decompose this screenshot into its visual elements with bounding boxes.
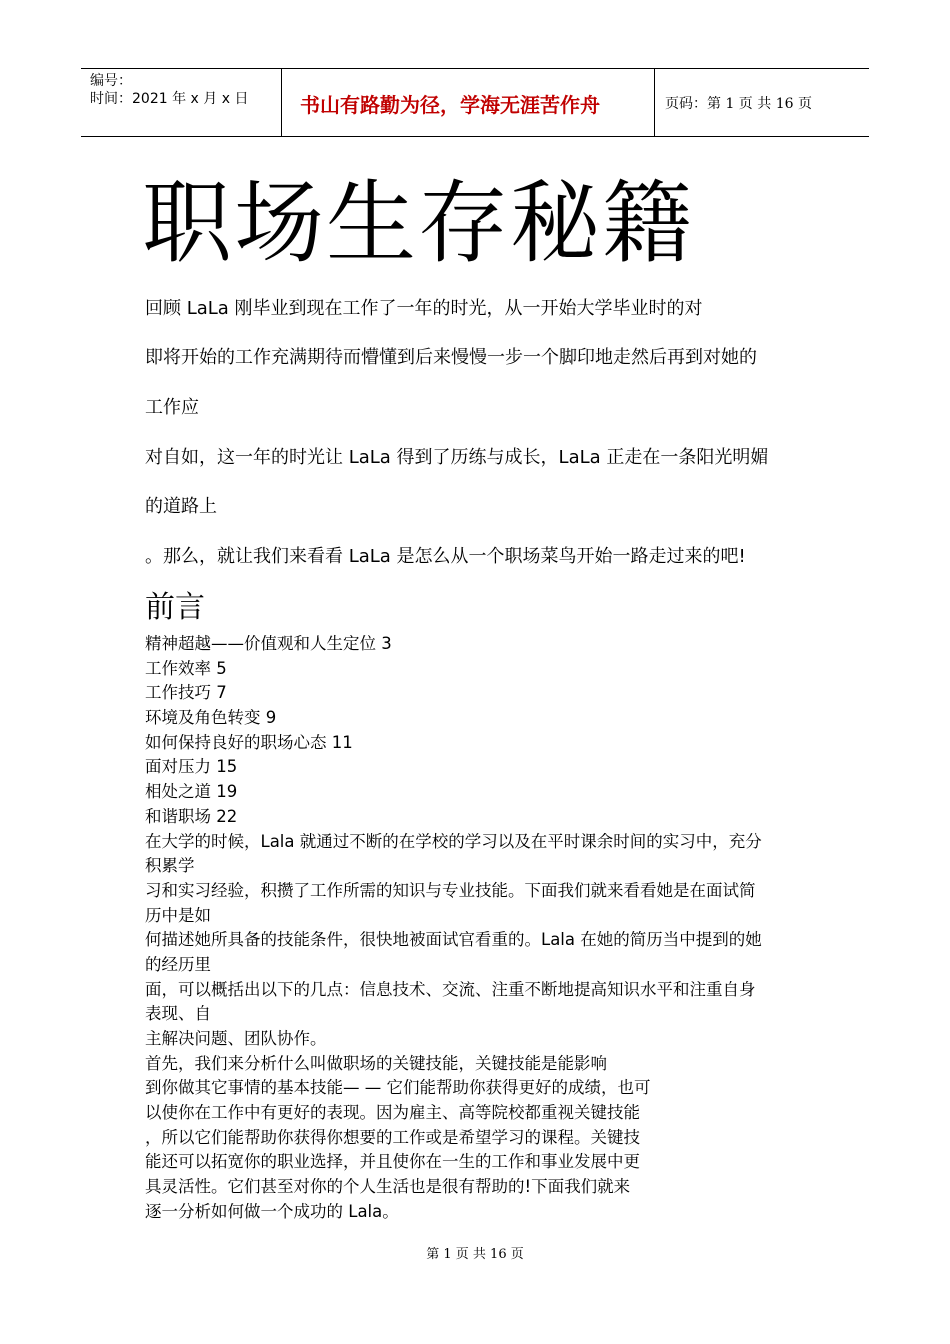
header-page-info: 页码：第 1 页 共 16 页 <box>665 96 812 112</box>
page-header <box>81 68 869 137</box>
body-line: 能还可以拓宽你的职业选择，并且使你在一生的工作和事业发展中更 <box>145 1152 640 1172</box>
body-line: 首先，我们来分析什么叫做职场的关键技能，关键技能是能影响 <box>145 1053 607 1073</box>
header-motto-cell <box>282 69 655 136</box>
page-footer: 第 1 页 共 16 页 <box>426 1247 524 1262</box>
intro-line: 即将开始的工作充满期待而懵懂到后来慢慢一步一个脚印地走然后再到对她的 <box>145 347 757 368</box>
body-line: 面，可以概括出以下的几点：信息技术、交流、注重不断地提高知识水平和注重自身 <box>145 979 756 999</box>
toc-entry: 环境及角色转变 9 <box>145 708 277 728</box>
body-line: 到你做其它事情的基本技能— — 它们能帮助你获得更好的成绩，也可 <box>145 1078 651 1098</box>
toc-entry: 和谐职场 22 <box>145 806 238 826</box>
header-motto: 书山有路勤为径，学海无涯苦作舟 <box>300 93 600 117</box>
intro-line: 回顾 LaLa 刚毕业到现在工作了一年的时光，从一开始大学毕业时的对 <box>145 298 703 319</box>
body-line: 习和实习经验，积攒了工作所需的知识与专业技能。下面我们就来看看她是在面试简 <box>145 880 756 900</box>
body-line: 在大学的时候，Lala 就通过不断的在学校的学习以及在平时课余时间的实习中，充分 <box>145 831 762 851</box>
body-line: 表现、自 <box>145 1004 211 1024</box>
toc-entry: 如何保持良好的职场心态 11 <box>145 732 353 752</box>
intro-line: 的道路上 <box>145 496 217 517</box>
toc-entry: 工作效率 5 <box>145 658 227 678</box>
toc-entry: 相处之道 19 <box>145 782 238 802</box>
document-date-label: 时间：2021 年 x 月 x 日 <box>90 91 249 107</box>
header-meta-cell <box>81 69 282 136</box>
body-line: 逐一分析如何做一个成功的 Lala。 <box>145 1201 399 1221</box>
intro-line: 工作应 <box>145 397 199 418</box>
toc-entry: 工作技巧 7 <box>145 683 227 703</box>
body-line: 具灵活性。它们甚至对你的个人生活也是很有帮助的!下面我们就来 <box>145 1177 631 1197</box>
intro-line: 对自如，这一年的时光让 LaLa 得到了历练与成长，LaLa 正走在一条阳光明媚 <box>145 447 769 468</box>
document-number-label: 编号： <box>90 73 132 89</box>
body-line: 何描述她所具备的技能条件，很快地被面试官看重的。Lala 在她的简历当中提到的她 <box>145 930 762 950</box>
body-line: 主解决问题、团队协作。 <box>145 1029 327 1048</box>
header-page-cell <box>655 69 869 136</box>
body-line: 以使你在工作中有更好的表现。因为雇主、高等院校都重视关键技能 <box>145 1103 640 1123</box>
body-line: 积累学 <box>145 856 195 876</box>
body-text <box>145 632 815 1225</box>
body-line: 历中是如 <box>145 905 211 925</box>
body-line: 的经历里 <box>145 954 211 974</box>
document-title: 职场生存秘籍 <box>142 171 694 276</box>
preface-heading: 前言 <box>145 590 205 625</box>
body-line: ，所以它们能帮助你获得你想要的工作或是希望学习的课程。关键技 <box>145 1127 640 1147</box>
toc-entry: 精神超越——价值观和人生定位 3 <box>145 634 392 653</box>
toc-entry: 面对压力 15 <box>145 757 238 777</box>
intro-line: 。那么，就让我们来看看 LaLa 是怎么从一个职场菜鸟开始一路走过来的吧! <box>145 546 746 567</box>
